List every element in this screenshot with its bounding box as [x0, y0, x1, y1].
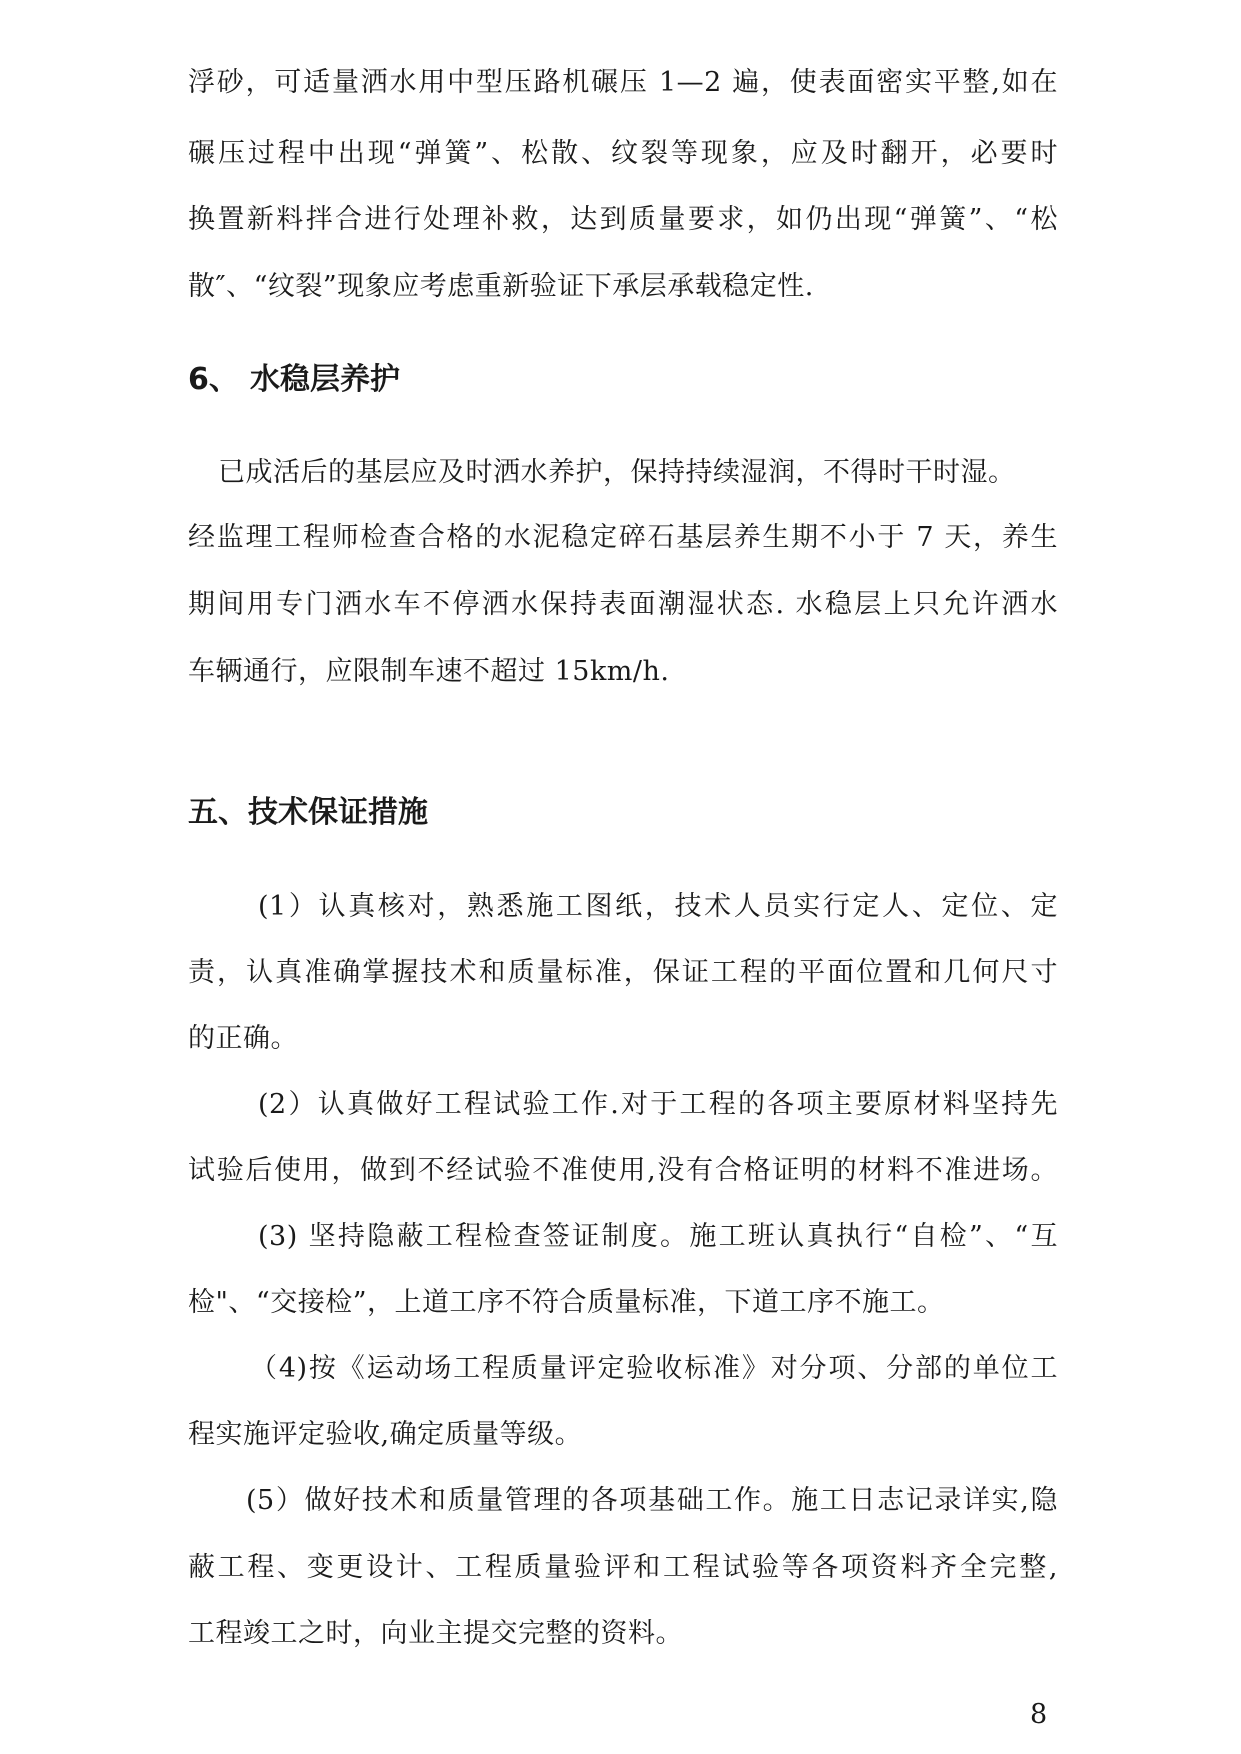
paragraph-line: 散″、“纹裂”现象应考虑重新验证下承层承载稳定性. — [188, 271, 814, 302]
paragraph-line: 责，认真准确掌握技术和质量标准，保证工程的平面位置和几何尺寸 — [188, 957, 1058, 988]
paragraph-line: 工程竣工之时，向业主提交完整的资料。 — [188, 1618, 683, 1649]
paragraph-line: 期间用专门洒水车不停洒水保持表面潮湿状态. 水稳层上只允许洒水 — [188, 589, 1058, 620]
paragraph-line: 试验后使用，做到不经试验不准使用,没有合格证明的材料不准进场。 — [188, 1155, 1058, 1186]
paragraph-line: (1）认真核对，熟悉施工图纸，技术人员实行定人、定位、定 — [258, 891, 1058, 922]
paragraph-line: (2）认真做好工程试验工作.对于工程的各项主要原材料坚持先 — [258, 1089, 1058, 1120]
paragraph-line: (5）做好技术和质量管理的各项基础工作。施工日志记录详实,隐 — [246, 1485, 1058, 1516]
paragraph-line: 车辆通行，应限制车速不超过 15km/h. — [188, 656, 670, 687]
paragraph-line: 程实施评定验收,确定质量等级。 — [188, 1419, 583, 1450]
section-heading-5: 五、技术保证措施 — [188, 795, 428, 830]
paragraph-line: 碾压过程中出现“弹簧”、松散、纹裂等现象，应及时翻开，必要时 — [188, 138, 1058, 169]
section-title: 水稳层养护 — [250, 362, 400, 397]
paragraph-line: 检"、“交接检”，上道工序不符合质量标准，下道工序不施工。 — [188, 1287, 945, 1318]
paragraph-line: 的正确。 — [188, 1023, 298, 1054]
section-number: 6、 — [188, 362, 239, 397]
paragraph-line: 已成活后的基层应及时洒水养护，保持持续湿润，不得时干时湿。 — [218, 457, 1016, 488]
paragraph-line: 经监理工程师检查合格的水泥稳定碎石基层养生期不小于 7 天，养生 — [188, 522, 1058, 553]
section-heading-6 — [188, 360, 400, 400]
paragraph-line: (3) 坚持隐蔽工程检查签证制度。施工班认真执行“自检”、“互 — [258, 1221, 1058, 1252]
paragraph-line: （4)按《运动场工程质量评定验收标准》对分项、分部的单位工 — [250, 1353, 1058, 1384]
paragraph-line: 换置新料拌合进行处理补救，达到质量要求，如仍出现“弹簧”、“松 — [188, 204, 1058, 235]
paragraph-line: 蔽工程、变更设计、工程质量验评和工程试验等各项资料齐全完整, — [188, 1552, 1058, 1583]
page-number: 8 — [1030, 1699, 1048, 1730]
paragraph-line: 浮砂，可适量洒水用中型压路机碾压 1—2 遍，使表面密实平整,如在 — [188, 67, 1058, 98]
